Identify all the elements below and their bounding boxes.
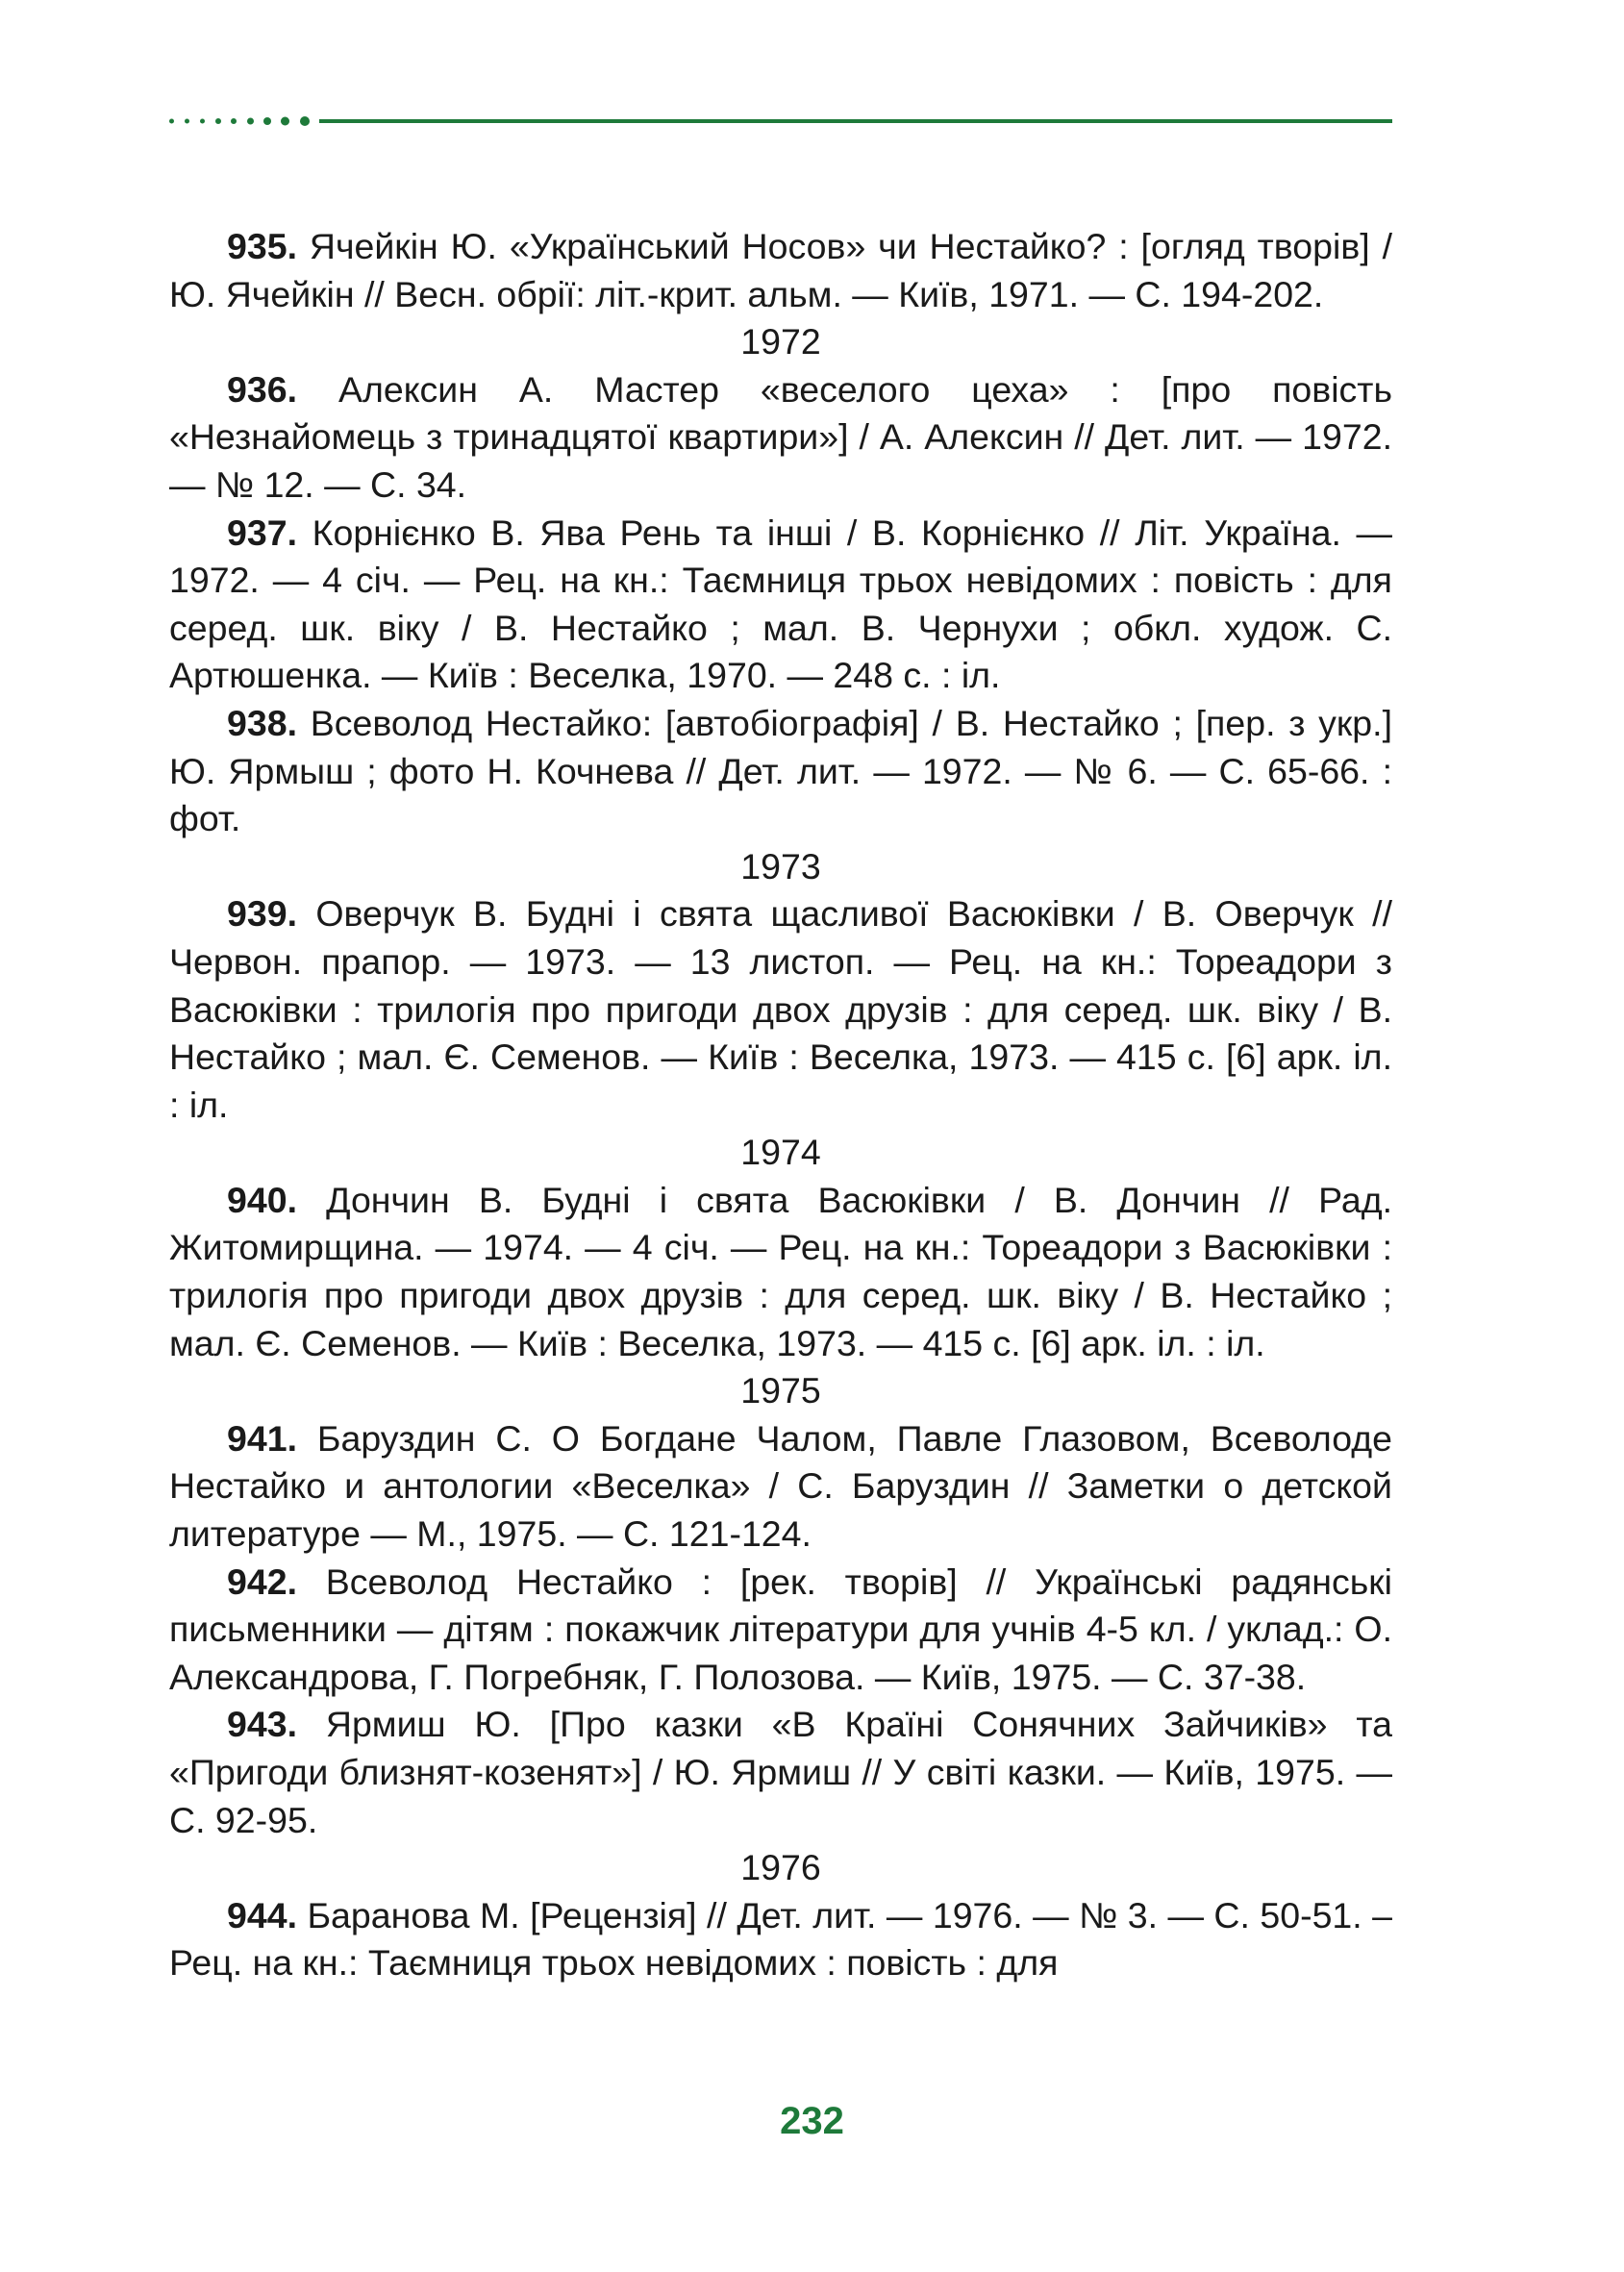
- year-heading: 1976: [740, 1847, 821, 1888]
- entry-text: Корнієнко В. Ява Рень та інші / В. Корнієнко // Літ. Україна. — 1972. — 4 січ. — Рец. на кн.: Таємниця трьох невідомих : повість : для серед. шк. віку / В. Нестайко ; мал. В. Чернухи ; обкл. худож. С. Артюшенка. — Київ : Веселка, 1970. — 248 с. : іл.: [169, 512, 1392, 696]
- entry-text: Баруздин С. О Богдане Чалом, Павле Глазовом, Всеволоде Нестайко и антологии «Веселка» / С. Баруздин // Заметки о детской литературе — М., 1975. — С. 121-124.: [169, 1417, 1392, 1555]
- bibliography-entry: [169, 510, 1392, 700]
- entry-number: 937.: [227, 512, 297, 553]
- entry-text: Оверчук В. Будні і свята щасливої Васюківки / В. Оверчук // Червон. прапор. — 1973. — 13 листоп. — Рец. на кн.: Тореадори з Васюківки : трилогія про пригоди двох друзів : для серед. шк. віку / В. Нестайко ; мал. Є. Семенов. — Київ : Веселка, 1973. — 415 с. [6] арк. іл. : іл.: [169, 893, 1392, 1125]
- bibliography-entry: [169, 890, 1392, 1129]
- entry-text: Ячейкін Ю. «Український Носов» чи Нестайко? : [огляд творів] / Ю. Ячейкін // Весн. обрії: літ.-крит. альм. — Київ, 1971. — С. 194-202.: [169, 226, 1392, 314]
- entry-text: Алексин А. Мастер «веселого цеха» : [про повість «Незнайомець з тринадцятої квартири»] / А. Алексин // Дет. лит. — 1972. — № 12. — С. 34.: [169, 368, 1392, 505]
- rule-dot: [215, 118, 221, 124]
- entry-number: 939.: [227, 893, 297, 935]
- rule-line: [319, 119, 1392, 123]
- rule-dot: [281, 117, 289, 126]
- year-heading: 1975: [740, 1370, 821, 1411]
- page-number: 232: [780, 2100, 844, 2142]
- year-heading: 1974: [740, 1132, 821, 1173]
- bibliography-entry: [169, 1701, 1392, 1844]
- bibliography-entry: [169, 700, 1392, 843]
- header-rule: [169, 116, 1392, 126]
- year-heading: 1972: [740, 321, 821, 362]
- year-heading: 1973: [740, 845, 821, 886]
- entry-number: 936.: [227, 368, 297, 410]
- bibliography-entry: [169, 1892, 1392, 1987]
- rule-dot: [185, 119, 189, 124]
- rule-dot: [300, 116, 310, 126]
- bibliography-entry: [169, 223, 1392, 318]
- bibliography-entry: [169, 1415, 1392, 1559]
- entry-text: Дончин В. Будні і свята Васюківки / В. Дончин // Рад. Житомирщина. — 1974. — 4 січ. — Рец. на кн.: Тореадори з Васюківки : трилогія про пригоди двох друзів : для серед. шк. віку / В. Нестайко ; мал. Є. Семенов. — Київ : Веселка, 1973. — 415 с. [6] арк. іл. : іл.: [169, 1179, 1392, 1363]
- bibliography-entry: [169, 366, 1392, 510]
- entry-number: 941.: [227, 1417, 297, 1459]
- rule-dot: [263, 117, 271, 125]
- bibliography-entry: [169, 1177, 1392, 1367]
- entry-text: Баранова М. [Рецензія] // Дет. лит. — 1976. — № 3. — С. 50-51. – Рец. на кн.: Таємниця трьох невідомих : повість : для: [169, 1894, 1392, 1984]
- entry-text: Всеволод Нестайко: [автобіографія] / В. Нестайко ; [пер. з укр.] Ю. Ярмыш ; фото Н. Кочнева // Дет. лит. — 1972. — № 6. — С. 65-66. : фот.: [169, 702, 1392, 839]
- entry-text: Всеволод Нестайко : [рек. творів] // Українські радянські письменники — дітям : покажчик літератури для учнів 4-5 кл. / уклад.: О. Александрова, Г. Погребняк, Г. Полозова. — Київ, 1975. — С. 37-38.: [169, 1560, 1392, 1697]
- entry-number: 940.: [227, 1179, 297, 1220]
- entry-number: 938.: [227, 702, 297, 743]
- entry-number: 942.: [227, 1560, 297, 1602]
- entry-number: 944.: [227, 1894, 297, 1935]
- rule-dot: [247, 118, 254, 125]
- bibliography-list: [169, 223, 1392, 1987]
- entry-number: 943.: [227, 1704, 297, 1745]
- entry-text: Ярмиш Ю. [Про казки «В Країні Сонячних Зайчиків» та «Пригоди близнят-козенят»] / Ю. Ярмиш // У світі казки. — Київ, 1975. — С. 92-95.: [169, 1704, 1392, 1840]
- rule-dot: [200, 119, 205, 124]
- entry-number: 935.: [227, 226, 297, 266]
- rule-dot: [231, 118, 237, 124]
- rule-dot: [169, 119, 174, 124]
- bibliography-entry: [169, 1559, 1392, 1702]
